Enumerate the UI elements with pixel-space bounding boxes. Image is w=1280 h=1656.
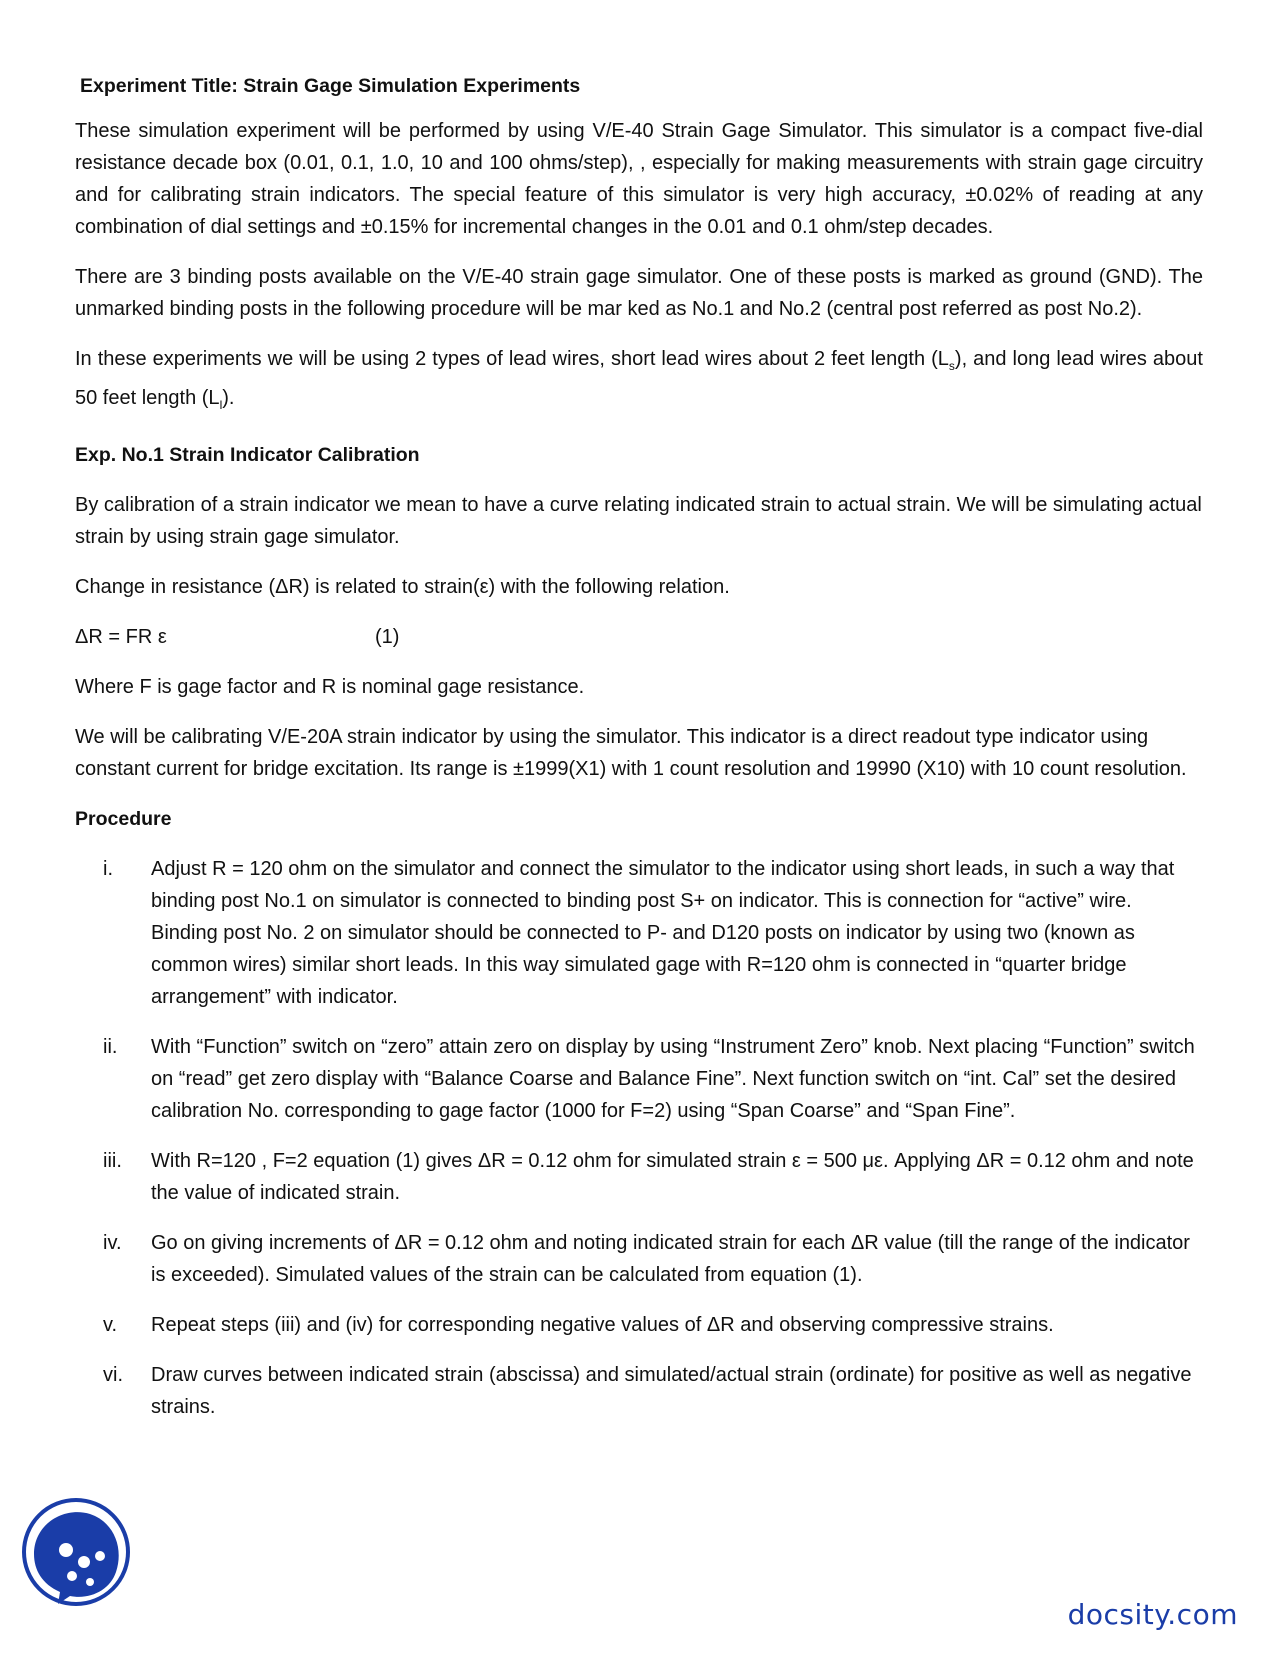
equation-1 — [75, 621, 1203, 653]
procedure-step — [75, 1309, 1203, 1341]
exp1-heading: Exp. No.1 Strain Indicator Calibration — [75, 444, 420, 466]
step-numeral: iv. — [103, 1232, 122, 1254]
step-text: With R=120 , F=2 equation (1) gives ΔR = 0.12 ohm for simulated strain ε = 500 με. Applying ΔR = 0.12 ohm and note the value of indicated strain. — [151, 1150, 1194, 1204]
equation-expression: ΔR = FR ε — [75, 626, 167, 648]
procedure-step — [75, 1145, 1203, 1209]
docsity-brand-name[interactable]: docsity.com — [1067, 1598, 1238, 1631]
docsity-logo-svg — [20, 1496, 132, 1608]
step-numeral: v. — [103, 1314, 118, 1336]
step-text: Repeat steps (iii) and (iv) for corresponding negative values of ΔR and observing compressive strains. — [151, 1314, 1054, 1336]
procedure-step — [75, 1227, 1203, 1291]
exp1-paragraph-1: By calibration of a strain indicator we mean to have a curve relating indicated strain to actual strain. We will be simulating actual strain by using strain gage simulator. — [75, 494, 1202, 548]
intro-paragraph-1: These simulation experiment will be performed by using V/E-40 Strain Gage Simulator. This simulator is a compact five-dial resistance decade box (0.01, 0.1, 1.0, 10 and 100 ohms/step), , especially for making measurements with strain gage circuitry and for calibrating strain indicators. The special feature of this simulator is very high accuracy, ±0.02% of reading at any combination of dial settings and ±0.15% for incremental changes in the 0.01 and 0.1 ohm/step decades. — [75, 120, 1203, 238]
document-title: Experiment Title: Strain Gage Simulation Experiments — [80, 75, 581, 97]
step-text: With “Function” switch on “zero” attain zero on display by using “Instrument Zero” knob. Next placing “Function” switch on “read” get zero display with “Balance Coarse and Balance Fine”. Next function switch on “int. Cal” set the desired calibration No. corresponding to gage factor (1000 for F=2) using “Span Coarse” and “Span Fine”. — [151, 1036, 1195, 1122]
indicator-paragraph: We will be calibrating V/E-20A strain indicator by using the simulator. This indicator is a direct readout type indicator using constant current for bridge excitation. Its range is ±1999(X1) with 1 count resolution and 19990 (X10) with 10 count resolution. — [75, 726, 1187, 780]
step-numeral: ii. — [103, 1036, 118, 1058]
step-numeral: vi. — [103, 1364, 123, 1386]
procedure-heading: Procedure — [75, 808, 172, 830]
procedure-step — [75, 1359, 1203, 1423]
procedure-step — [75, 1031, 1203, 1127]
document-page — [75, 75, 1203, 1441]
exp1-paragraph-2: Change in resistance (ΔR) is related to strain(ε) with the following relation. — [75, 576, 730, 598]
step-text: Adjust R = 120 ohm on the simulator and connect the simulator to the indicator using short leads, in such a way that binding post No.1 on simulator is connected to binding post S+ on indicator. This is connection for “active” wire. Binding post No. 2 on simulator should be connected to P- and D120 posts on indicator by using two (known as common wires) similar short leads. In this way simulated gage with R=120 ohm is connected in “quarter bridge arrangement” with indicator. — [151, 858, 1175, 1008]
where-paragraph: Where F is gage factor and R is nominal gage resistance. — [75, 676, 585, 698]
step-text: Draw curves between indicated strain (abscissa) and simulated/actual strain (ordinate) for positive as well as negative strains. — [151, 1364, 1192, 1418]
procedure-list — [75, 853, 1203, 1423]
lead-wires-text-start: In these experiments we will be using 2 types of lead wires, short lead wires about 2 feet length (L — [75, 348, 949, 370]
procedure-step — [75, 853, 1203, 1013]
step-numeral: iii. — [103, 1150, 122, 1172]
equation-number: (1) — [375, 626, 400, 648]
step-text: Go on giving increments of ΔR = 0.12 ohm and noting indicated strain for each ΔR value (till the range of the indicator is exceeded). Simulated values of the strain can be calculated from equation (1). — [151, 1232, 1190, 1286]
lead-wires-text-mid: ), and long lead wires about 50 feet length (L — [75, 348, 1203, 409]
docsity-logo-icon[interactable] — [20, 1496, 132, 1608]
step-numeral: i. — [103, 858, 113, 880]
lead-wires-sub-l: l — [219, 398, 223, 412]
intro-paragraph-2: There are 3 binding posts available on the V/E-40 strain gage simulator. One of these posts is marked as ground (GND). The unmarked binding posts in the following procedure will be mar ked as No.1 and No.2 (central post referred as post No.2). — [75, 266, 1203, 320]
lead-wires-sub-s: s — [948, 359, 955, 373]
lead-wires-paragraph — [75, 343, 1203, 421]
lead-wires-text-end: ). — [222, 387, 235, 409]
